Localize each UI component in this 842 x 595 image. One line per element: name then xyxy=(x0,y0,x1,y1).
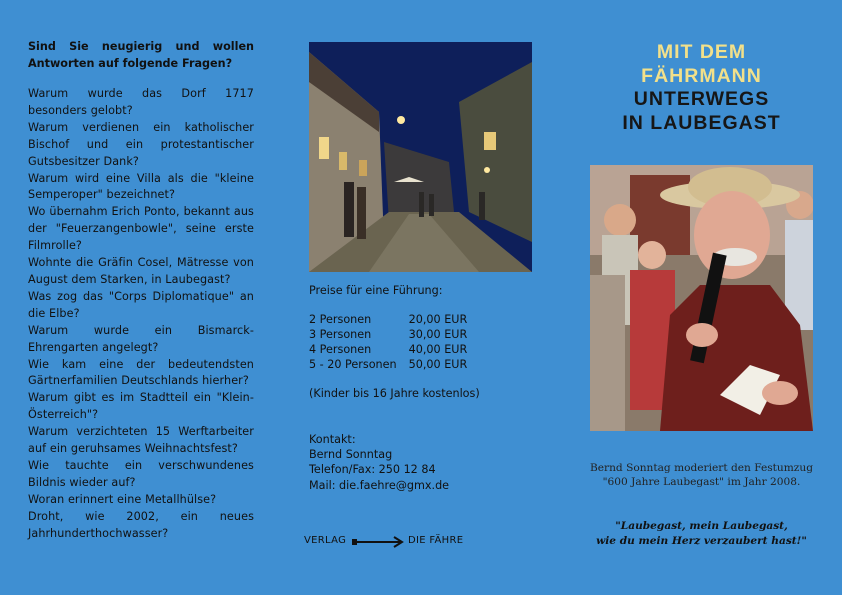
table-row xyxy=(309,342,467,357)
questions-list xyxy=(28,86,254,542)
price-group: 2 Personen xyxy=(309,313,372,326)
price-value: 40,00 EUR xyxy=(408,343,468,356)
question-item: Warum verzichteten 15 Werftarbeiter auf ein geruhsames Weihnachtsfest? xyxy=(28,425,254,456)
price-table xyxy=(309,312,467,372)
price-group: 5 - 20 Personen xyxy=(309,358,397,371)
cover-column xyxy=(588,0,815,595)
price-group: 4 Personen xyxy=(309,343,372,356)
caption-line: Bernd Sonntag moderiert den Festumzug xyxy=(589,462,813,474)
questions-heading: Sind Sie neugierig und wollen Antworten auf folgende Fragen? xyxy=(28,40,254,70)
question-item: Droht, wie 2002, ein neues Jahrhunderthochwasser? xyxy=(28,509,254,540)
question-item: Wo übernahm Erich Ponto, bekannt aus der "Feuerzangenbowle", seine erste Filmrolle? xyxy=(28,205,254,253)
price-value: 50,00 EUR xyxy=(408,358,468,371)
question-item: Wie kam eine der bedeutendsten Gärtnerfamilien Deutschlands hierher? xyxy=(28,357,254,388)
title-line: FÄHRMANN xyxy=(641,64,762,87)
question-item: Warum wird eine Villa als die "kleine Semperoper" bezeichnet? xyxy=(28,171,254,202)
page-title xyxy=(588,41,815,135)
question-item: Wie tauchte ein verschwundenes Bildnis wieder auf? xyxy=(28,458,254,489)
info-column xyxy=(304,0,534,595)
contact-phone: Telefon/Fax: 250 12 84 xyxy=(309,463,436,477)
price-group: 3 Personen xyxy=(309,328,372,341)
night-street-photo xyxy=(309,42,532,272)
quote-line: "Laubegast, mein Laubegast, xyxy=(615,520,788,532)
quote xyxy=(588,519,815,548)
title-line: MIT DEM xyxy=(656,41,747,63)
kids-note: (Kinder bis 16 Jahre kostenlos) xyxy=(309,387,480,400)
arrow-icon xyxy=(350,536,408,551)
prices-heading: Preise für eine Führung: xyxy=(309,284,443,297)
table-row xyxy=(309,357,467,372)
contact-name: Bernd Sonntag xyxy=(309,448,393,462)
publisher-logo xyxy=(304,535,479,549)
contact-block xyxy=(309,432,449,493)
quote-line: wie du mein Herz verzaubert hast!" xyxy=(596,534,807,547)
logo-text-verlag: VERLAG xyxy=(304,535,347,546)
question-item: Woran erinnert eine Metallhülse? xyxy=(28,492,217,506)
contact-mail: Mail: die.faehre@gmx.de xyxy=(309,478,450,492)
price-value: 30,00 EUR xyxy=(408,328,468,341)
title-line: UNTERWEGS xyxy=(633,88,770,110)
photo-caption xyxy=(588,461,815,489)
question-item: Wohnte die Gräfin Cosel, Mätresse von August dem Starken, in Laubegast? xyxy=(28,256,254,286)
presenter-photo xyxy=(590,165,813,431)
question-item: Warum gibt es im Stadtteil ein "Klein-Österreich"? xyxy=(28,391,254,422)
price-list xyxy=(309,283,534,401)
table-row xyxy=(309,327,467,342)
logo-text-faehre: DIE FÄHRE xyxy=(408,535,464,546)
table-row xyxy=(309,312,467,327)
question-item: Warum verdienen ein katholischer Bischof und ein protestantischer Gutsbesitzer Dank? xyxy=(28,120,254,168)
question-item: Warum wurde das Dorf 1717 besonders gelobt? xyxy=(28,87,254,117)
questions-column xyxy=(28,0,254,595)
question-item: Was zog das "Corps Diplomatique" an die Elbe? xyxy=(28,289,254,320)
contact-label: Kontakt: xyxy=(309,433,356,446)
price-value: 20,00 EUR xyxy=(408,313,468,326)
title-line: IN LAUBEGAST xyxy=(622,111,781,134)
caption-line: "600 Jahre Laubegast" im Jahr 2008. xyxy=(602,476,801,488)
question-item: Warum wurde ein Bismarck-Ehrengarten angelegt? xyxy=(28,323,254,354)
